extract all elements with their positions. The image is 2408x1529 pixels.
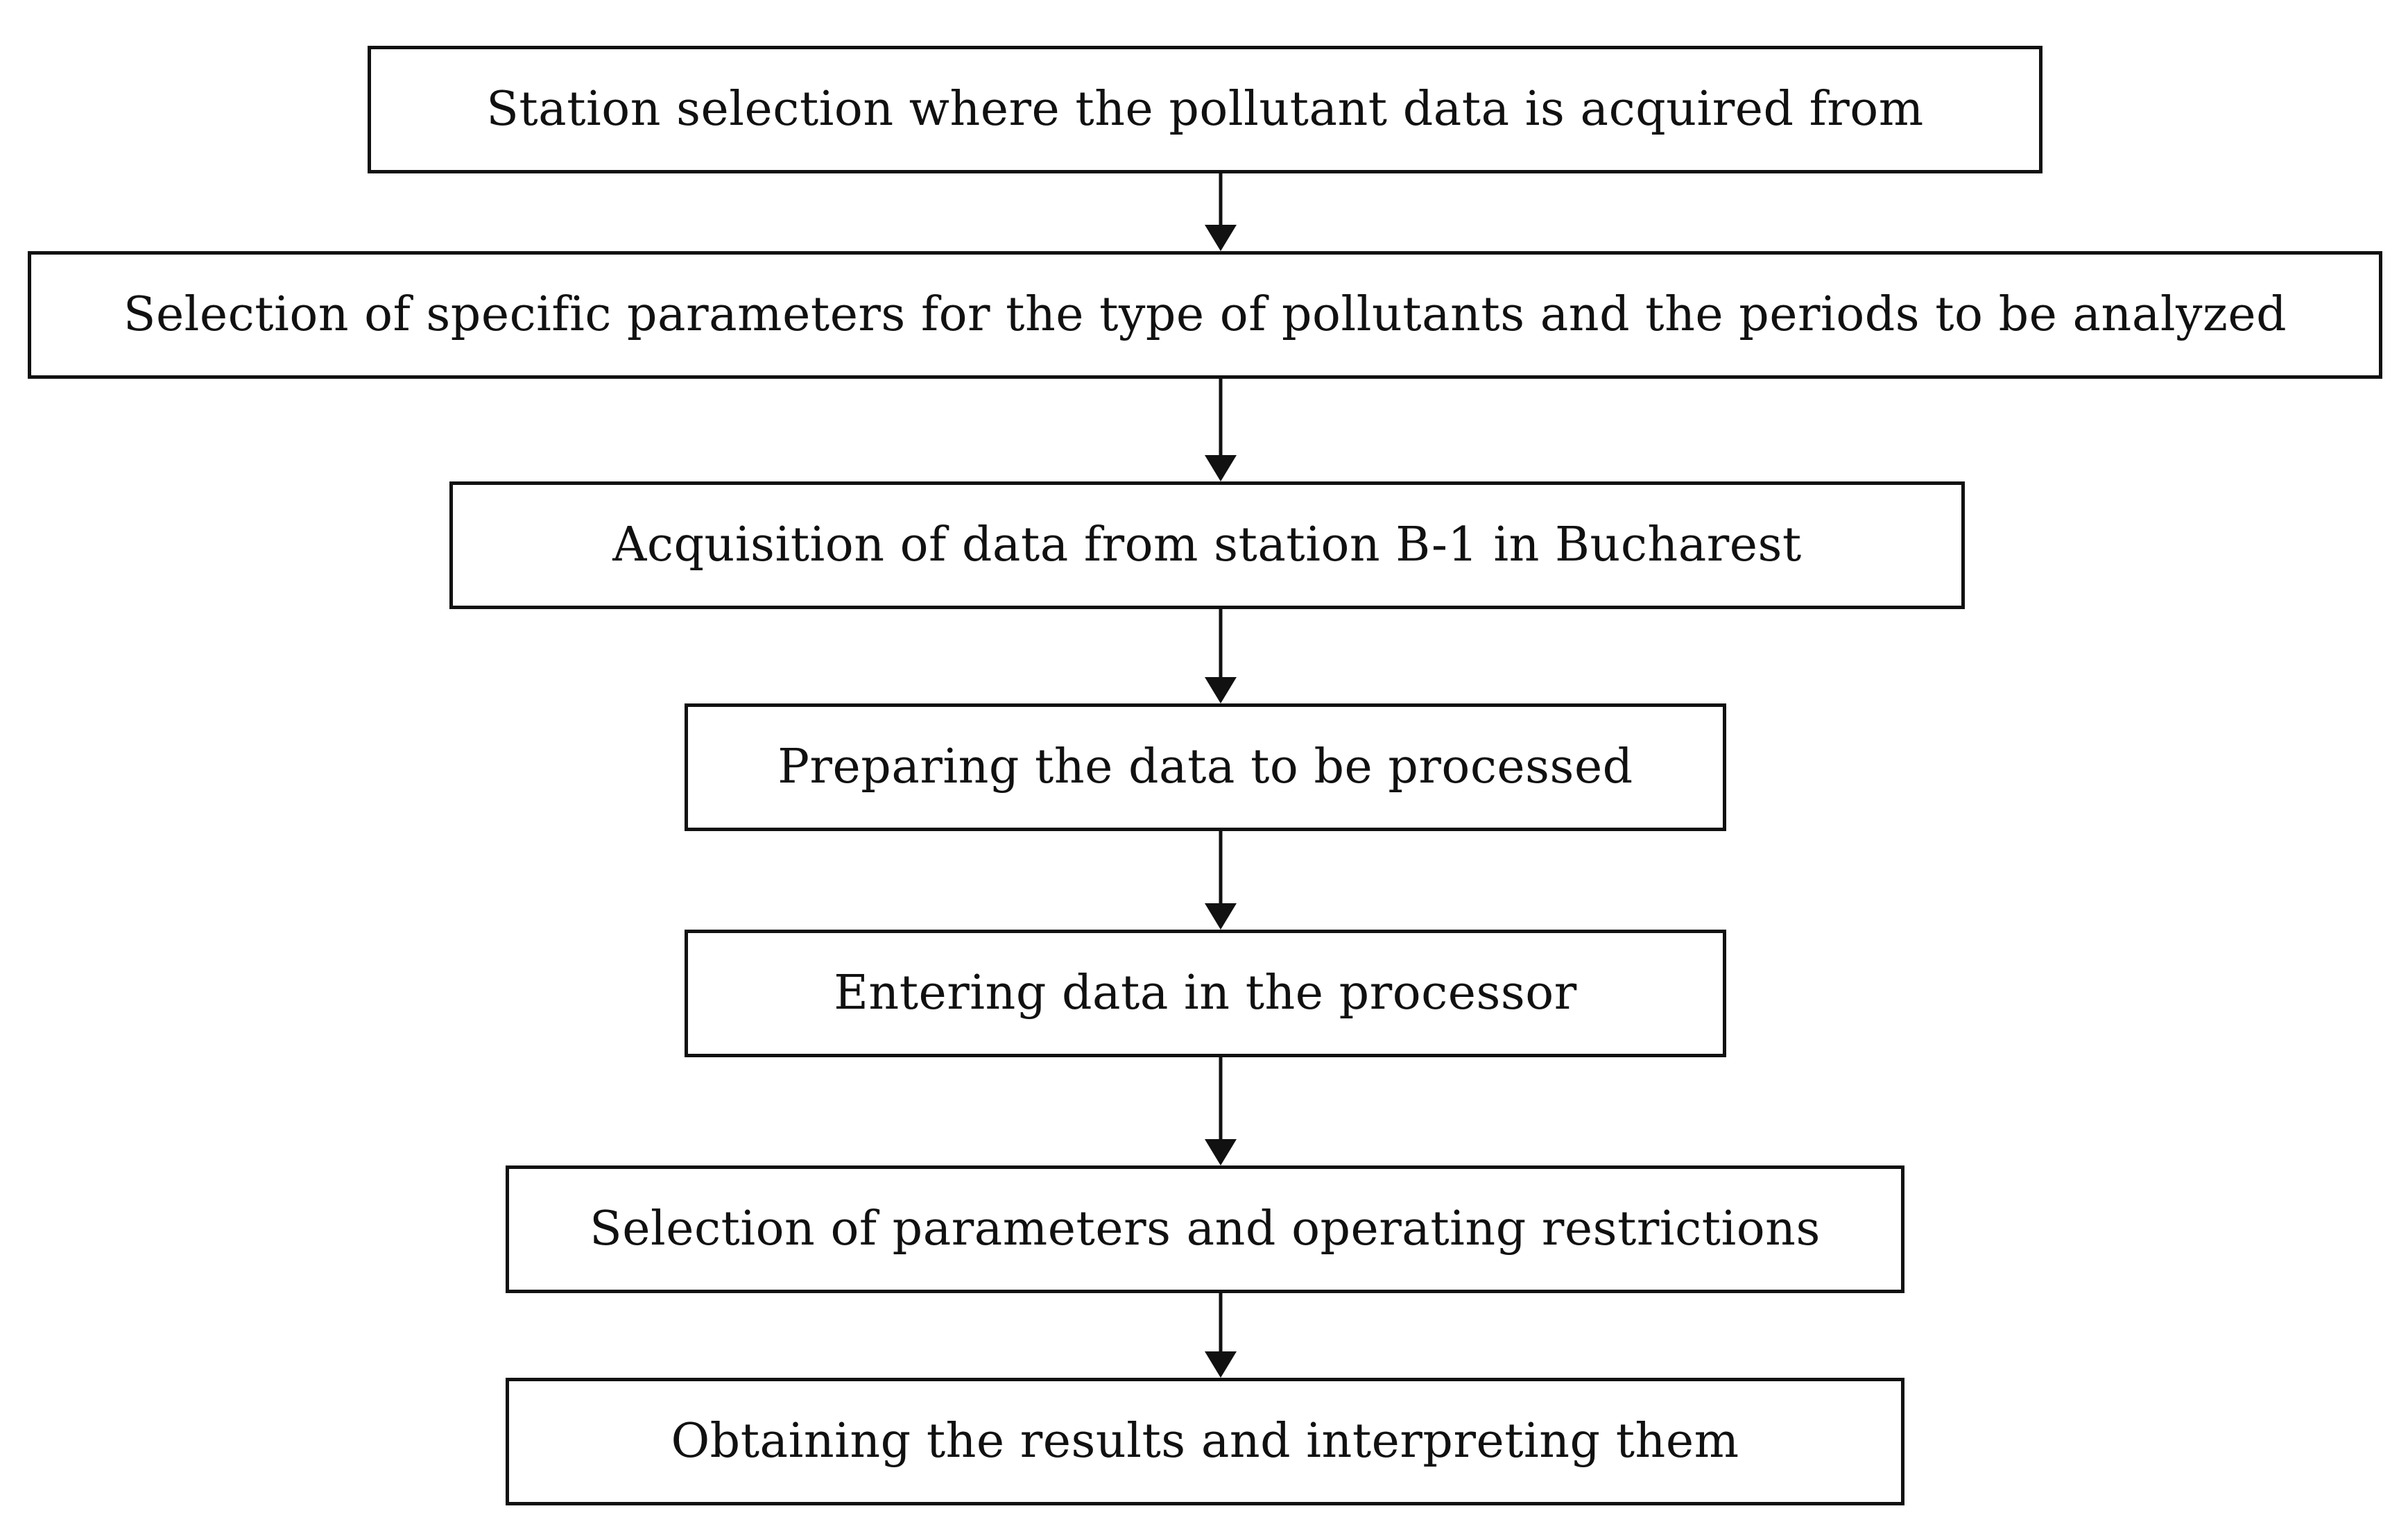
arrow-down-icon — [1203, 379, 1238, 481]
step-label: Entering data in the processor — [834, 966, 1577, 1020]
step-label: Preparing the data to be processed — [777, 740, 1633, 794]
step-parameter-selection — [28, 251, 2382, 379]
arrow-down-icon — [1203, 1057, 1238, 1165]
step-label: Selection of parameters and operating restrictions — [590, 1202, 1821, 1256]
step-label: Station selection where the pollutant data is acquired from — [486, 82, 1924, 137]
arrow-down-icon — [1203, 831, 1238, 930]
step-label: Acquisition of data from station B-1 in Bucharest — [612, 518, 1802, 572]
step-operating-restrictions — [506, 1165, 1904, 1293]
step-obtaining-results — [506, 1378, 1904, 1505]
step-station-selection — [368, 46, 2043, 173]
arrow-down-icon — [1203, 609, 1238, 703]
step-label: Selection of specific parameters for the type of pollutants and the periods to be analyzed — [123, 287, 2287, 342]
step-entering-data — [685, 930, 1726, 1057]
arrow-down-icon — [1203, 173, 1238, 251]
step-preparing-data — [685, 703, 1726, 831]
step-label: Obtaining the results and interpreting them — [671, 1414, 1739, 1469]
arrow-down-icon — [1203, 1293, 1238, 1378]
step-data-acquisition — [449, 481, 1965, 609]
